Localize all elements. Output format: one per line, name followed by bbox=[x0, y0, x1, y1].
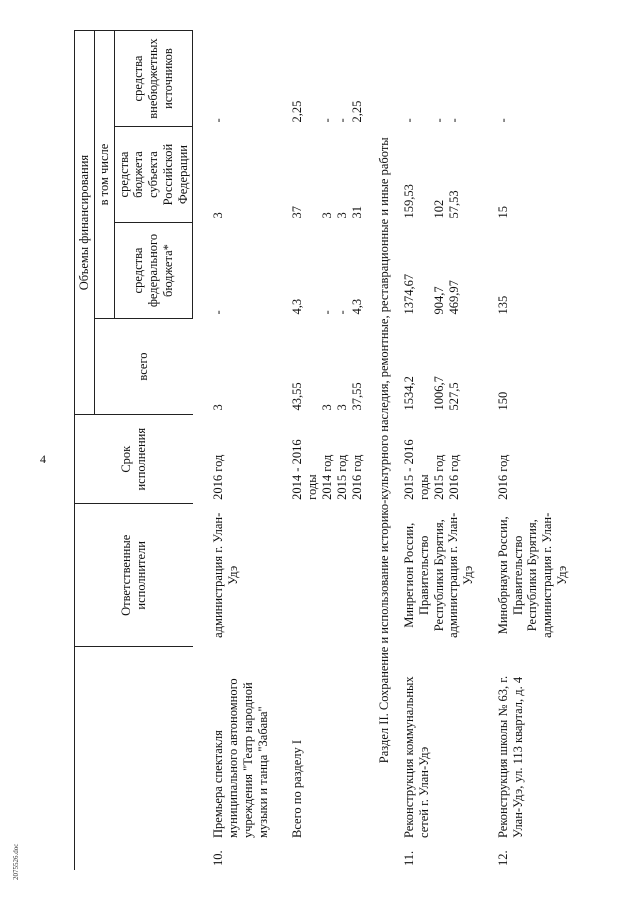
term-line: 2014 год bbox=[319, 454, 334, 500]
row-federal: 135 bbox=[495, 295, 510, 315]
federal-value: 1374,67 bbox=[402, 273, 416, 315]
row-total: 150 bbox=[495, 391, 510, 411]
subject-value: 159,53 bbox=[402, 184, 416, 219]
subject-value: 37 bbox=[290, 206, 305, 219]
federal-value: 4,3 bbox=[350, 298, 365, 315]
extrabudgetary-value: - bbox=[432, 118, 446, 123]
row-federal: - bbox=[211, 310, 226, 315]
extrabudgetary-value: - bbox=[447, 118, 461, 123]
extrabudgetary-value: 2,25 bbox=[350, 100, 365, 123]
subject-value: 3 bbox=[335, 212, 350, 219]
table-row-section-total bbox=[288, 31, 367, 871]
term-line: 2015 год bbox=[334, 454, 349, 500]
row-subject: 3 bbox=[211, 212, 226, 219]
total-value: 3 bbox=[335, 404, 350, 411]
total-value: 527,5 bbox=[447, 382, 461, 411]
row-number: 10. bbox=[211, 850, 226, 866]
header-including: в том числе bbox=[94, 31, 114, 319]
header-name-cell bbox=[75, 647, 193, 870]
subject-value: 102 bbox=[432, 199, 446, 219]
row-total: 3 bbox=[211, 404, 226, 411]
row-term: 2016 год bbox=[211, 454, 226, 500]
term-line: 2015 год bbox=[431, 454, 446, 500]
table-row bbox=[400, 31, 478, 871]
row-term: 2016 год bbox=[495, 454, 510, 500]
section-heading-row bbox=[367, 31, 400, 871]
federal-value: 4,3 bbox=[290, 298, 305, 315]
section-heading: Раздел II. Сохранение и использование историко-культурного наследия, ремонтные, реставрационные и иные работы bbox=[377, 137, 392, 764]
total-value: 1534,2 bbox=[402, 376, 416, 411]
extrabudgetary-value: - bbox=[320, 118, 335, 123]
federal-value: 904,7 bbox=[432, 286, 446, 315]
row-extrabudgetary: - bbox=[495, 118, 510, 123]
extrabudgetary-value: 2,25 bbox=[290, 100, 305, 123]
row-number: 11. bbox=[402, 850, 416, 866]
term-line: 2015 - 2016 годы bbox=[402, 439, 431, 500]
header-funding: Объемы финансирования bbox=[75, 31, 95, 415]
row-executors: Минрегион России, Правительство Республики Бурятия, администрация г. Улан-Удэ bbox=[402, 512, 475, 638]
footer-doc-code: 2075526.doc bbox=[12, 843, 20, 880]
federal-value: 469,97 bbox=[447, 280, 461, 315]
header-term: Срок исполнения bbox=[75, 415, 193, 504]
extrabudgetary-value: - bbox=[335, 118, 350, 123]
row-executors: администрация г. Улан-Удэ bbox=[211, 512, 240, 638]
extrabudgetary-value: - bbox=[402, 118, 416, 123]
header-subject-budget: средства бюджета субъекта Российской Федерации bbox=[114, 127, 193, 223]
total-value: 37,55 bbox=[350, 382, 365, 411]
row-name: Реконструкция школы № 63, г. Улан-Удэ, ул. 113 квартал, д. 4 bbox=[495, 675, 525, 838]
table-row bbox=[209, 31, 272, 871]
header-federal-budget: средства федерального бюджета* bbox=[114, 223, 193, 319]
page-number: 4 bbox=[40, 452, 46, 466]
row-subject: 15 bbox=[495, 206, 510, 219]
header-total: всего bbox=[94, 319, 193, 415]
term-line: 2016 год bbox=[446, 454, 461, 500]
federal-value: - bbox=[335, 310, 350, 315]
row-name: Всего по разделу I bbox=[290, 739, 305, 838]
table-row bbox=[494, 31, 572, 871]
subject-value: 31 bbox=[350, 206, 365, 219]
row-name: Премьера спектакля муниципального автономного учреждения "Театр народной музыки и танца "Забава" bbox=[211, 678, 270, 838]
federal-value: - bbox=[320, 310, 335, 315]
row-name: Реконструкция коммунальных сетей г. Улан-Удэ bbox=[402, 676, 431, 838]
row-extrabudgetary: - bbox=[211, 118, 226, 123]
row-number: 12. bbox=[495, 850, 510, 866]
total-value: 43,55 bbox=[290, 382, 305, 411]
rotated-page bbox=[74, 30, 594, 870]
financing-table bbox=[74, 30, 572, 870]
header-executors: Ответственные исполнители bbox=[75, 504, 193, 647]
header-extrabudgetary: средства внебюджетных источников bbox=[114, 31, 193, 127]
subject-value: 57,53 bbox=[447, 190, 461, 219]
subject-value: 3 bbox=[320, 212, 335, 219]
row-executors: Минобрнауки России, Правительство Республики Бурятия, администрация г. Улан-Удэ bbox=[495, 512, 569, 638]
total-value: 1006,7 bbox=[432, 376, 446, 411]
term-line: 2014 - 2016 годы bbox=[290, 439, 319, 500]
total-value: 3 bbox=[320, 404, 335, 411]
term-line: 2016 год bbox=[349, 454, 364, 500]
